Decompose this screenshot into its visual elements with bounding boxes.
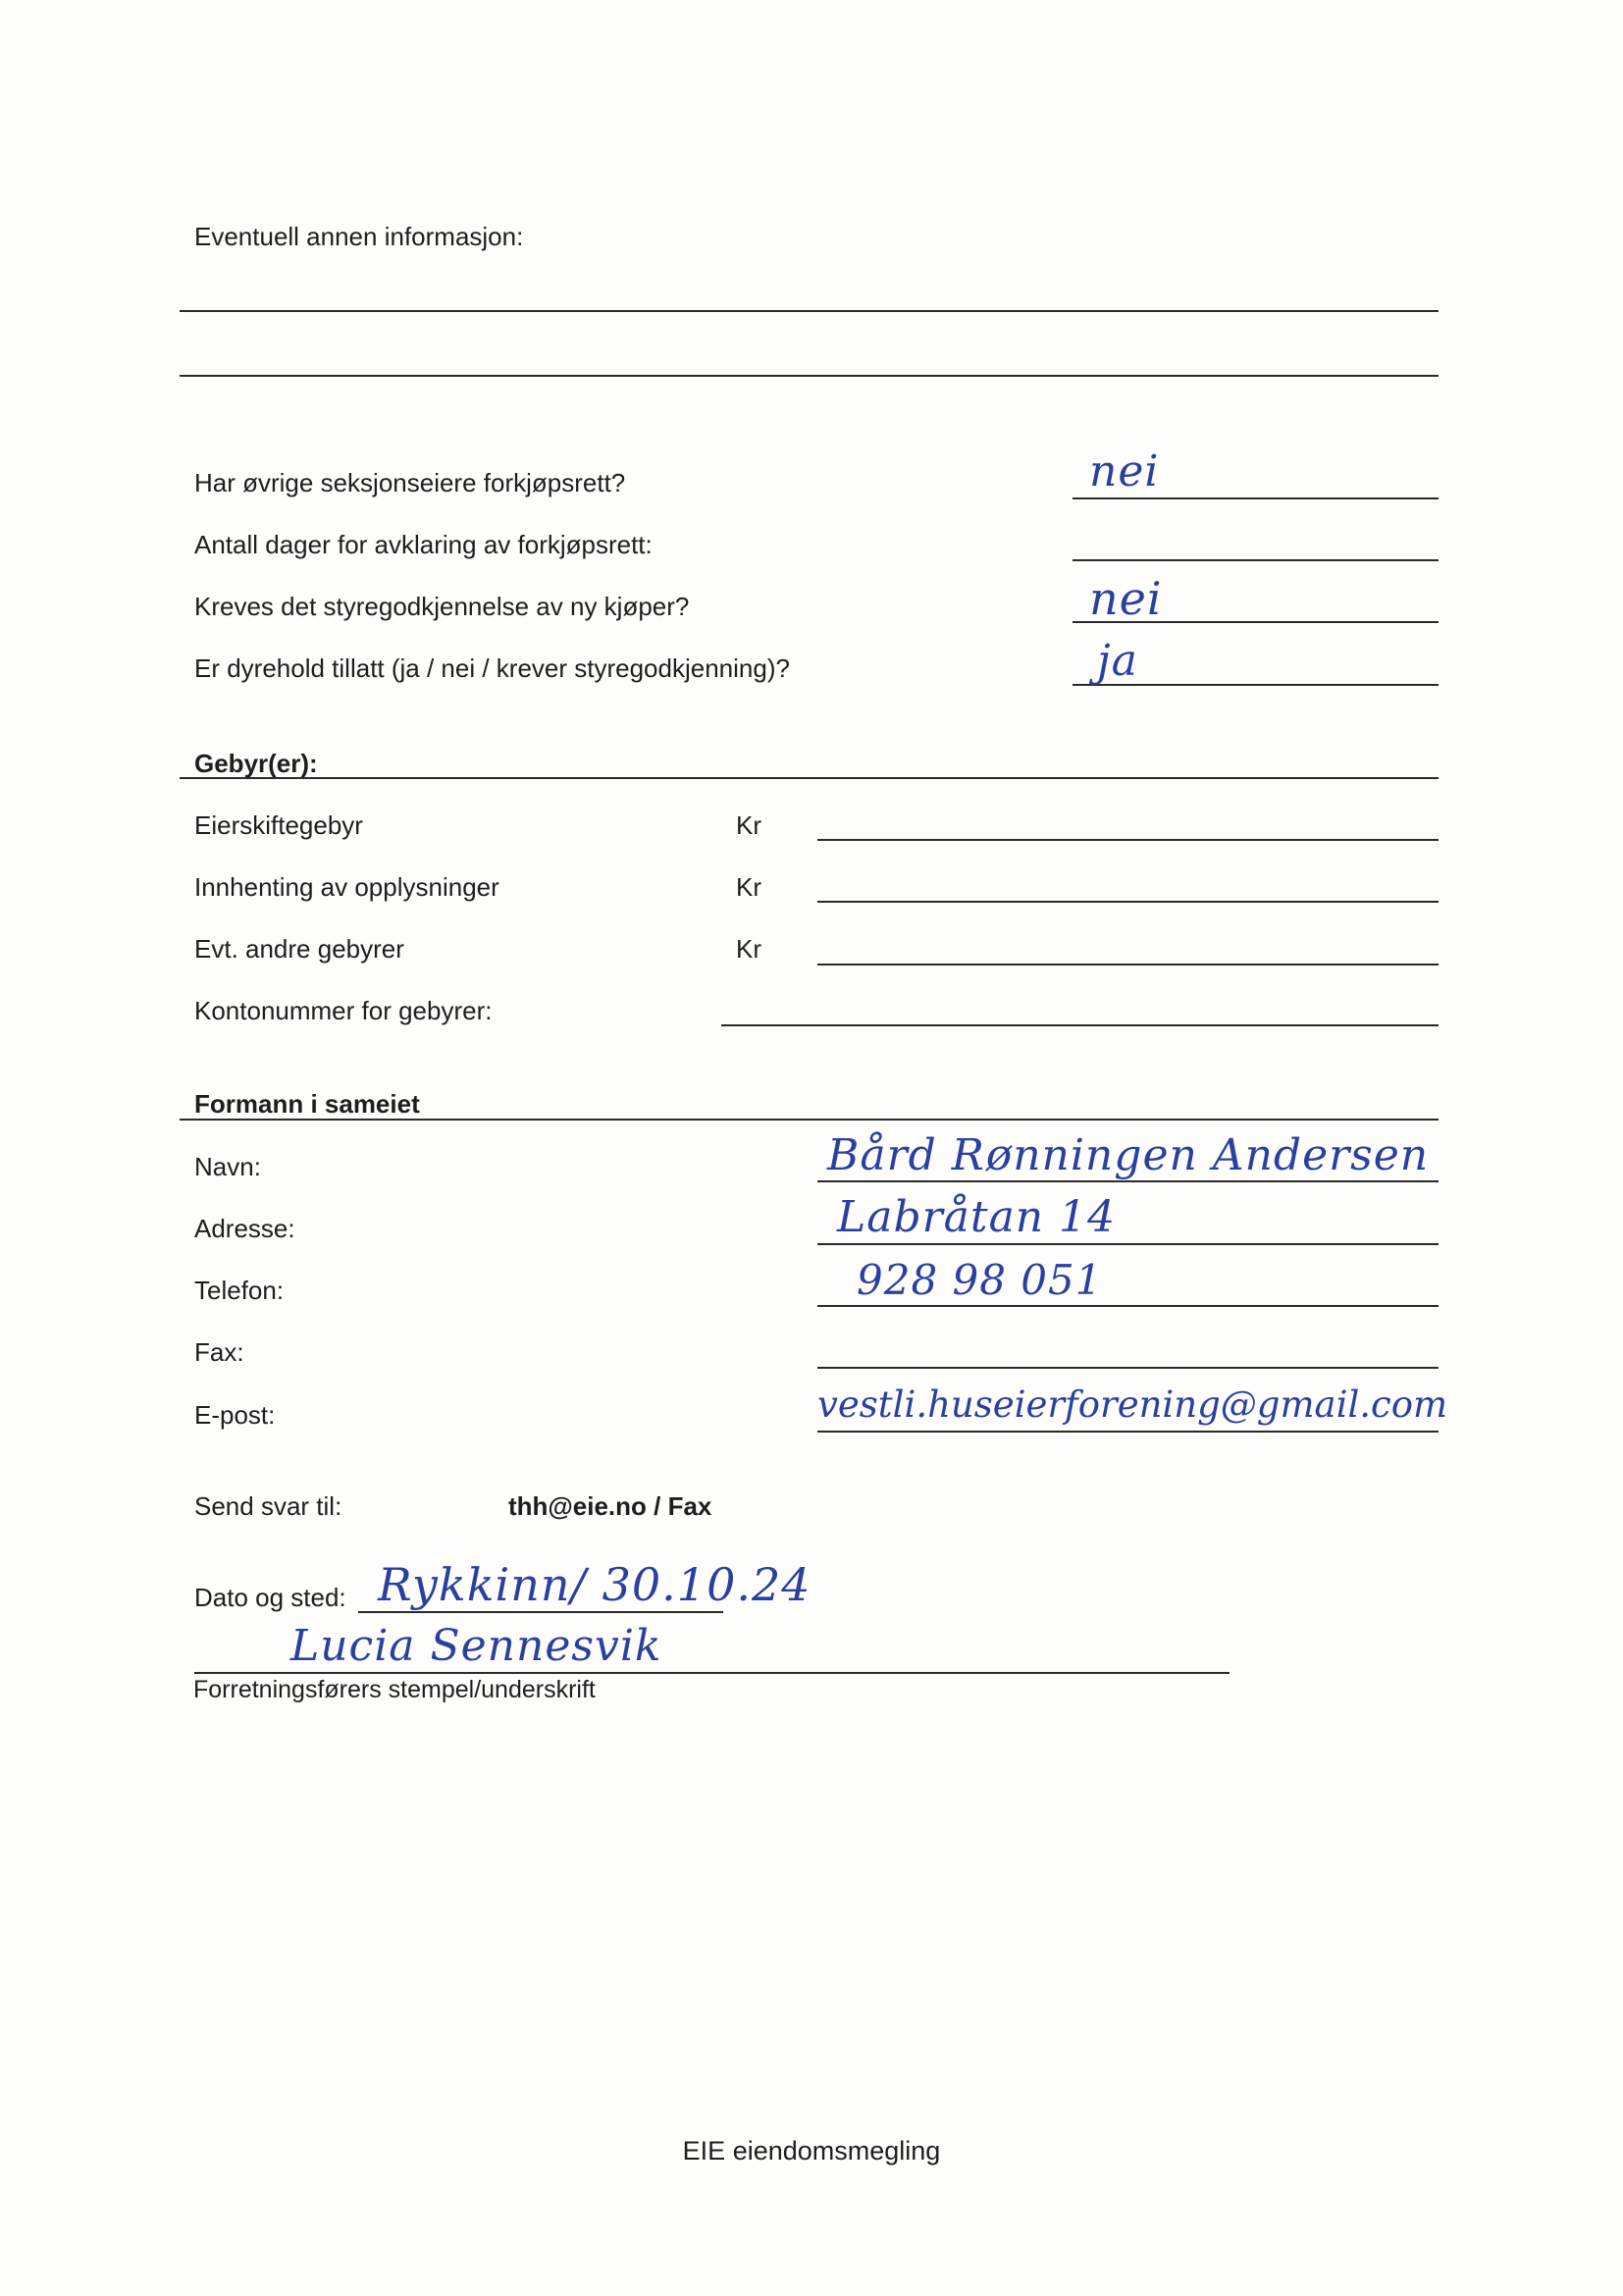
- send-reply-label: Send svar til:: [194, 1491, 342, 1521]
- date-place-label: Dato og sted:: [194, 1583, 346, 1612]
- chairman-address-label: Adresse:: [194, 1214, 295, 1243]
- other-info-label: Eventuell annen informasjon:: [194, 222, 524, 251]
- answer-board-approval: nei: [1089, 572, 1163, 625]
- answer-pets: ja: [1097, 636, 1138, 686]
- chairman-phone-line[interactable]: [817, 1305, 1439, 1307]
- chairman-heading: Formann i sameiet: [194, 1089, 420, 1119]
- chairman-heading-rule: [180, 1119, 1439, 1121]
- other-info-line-2[interactable]: [180, 375, 1439, 377]
- fee-line-information[interactable]: [817, 901, 1439, 903]
- fee-currency-ownership-change: Kr: [736, 810, 761, 840]
- fee-line-other[interactable]: [817, 964, 1439, 965]
- footer-text: EIE eiendomsmegling: [682, 2136, 941, 2166]
- chairman-email-value: vestli.huseierforening@gmail.com: [817, 1383, 1448, 1426]
- send-reply-value: thh@eie.no / Fax: [508, 1491, 712, 1521]
- fee-account-label: Kontonummer for gebyrer:: [194, 996, 493, 1025]
- date-place-line[interactable]: [358, 1611, 723, 1613]
- signature-handwritten: Lucia Sennesvik: [290, 1621, 662, 1671]
- other-info-line-1[interactable]: [180, 310, 1439, 312]
- question-label-board-approval: Kreves det styregodkjennelse av ny kjøper?: [194, 592, 690, 621]
- fee-currency-other: Kr: [736, 934, 761, 964]
- chairman-name-label: Navn:: [194, 1152, 261, 1181]
- chairman-address-line[interactable]: [817, 1243, 1439, 1245]
- chairman-fax-label: Fax:: [194, 1337, 244, 1367]
- fee-label-other: Evt. andre gebyrer: [194, 934, 404, 964]
- fee-label-information: Innhenting av opplysninger: [194, 872, 499, 902]
- chairman-fax-line[interactable]: [817, 1367, 1439, 1369]
- chairman-email-label: E-post:: [194, 1400, 276, 1430]
- fee-account-line[interactable]: [721, 1024, 1439, 1026]
- chairman-phone-value: 928 98 051: [857, 1256, 1103, 1304]
- fees-heading-rule: [180, 777, 1439, 779]
- chairman-email-line[interactable]: [817, 1431, 1439, 1433]
- question-label-pets: Er dyrehold tillatt (ja / nei / krever styregodkjenning)?: [194, 653, 790, 683]
- answer-line-preemption-days[interactable]: [1073, 559, 1439, 561]
- question-label-preemption: Har øvrige seksjonseiere forkjøpsrett?: [194, 468, 626, 497]
- chairman-phone-label: Telefon:: [194, 1276, 285, 1305]
- signature-caption: Forretningsførers stempel/underskrift: [193, 1676, 596, 1703]
- fee-line-ownership-change[interactable]: [817, 839, 1439, 841]
- chairman-name-value: Bård Rønningen Andersen: [827, 1130, 1430, 1180]
- fee-label-ownership-change: Eierskiftegebyr: [194, 810, 363, 840]
- answer-preemption: nei: [1089, 446, 1160, 496]
- fees-heading: Gebyr(er):: [194, 749, 318, 778]
- question-label-preemption-days: Antall dager for avklaring av forkjøpsrett:: [194, 530, 653, 559]
- answer-line-preemption[interactable]: [1073, 497, 1439, 499]
- signature-line[interactable]: [194, 1672, 1230, 1674]
- chairman-address-value: Labråtan 14: [837, 1192, 1117, 1242]
- date-place-value: Rykkinn/ 30.10.24: [378, 1558, 812, 1611]
- fee-currency-information: Kr: [736, 872, 761, 902]
- chairman-name-line[interactable]: [817, 1180, 1439, 1182]
